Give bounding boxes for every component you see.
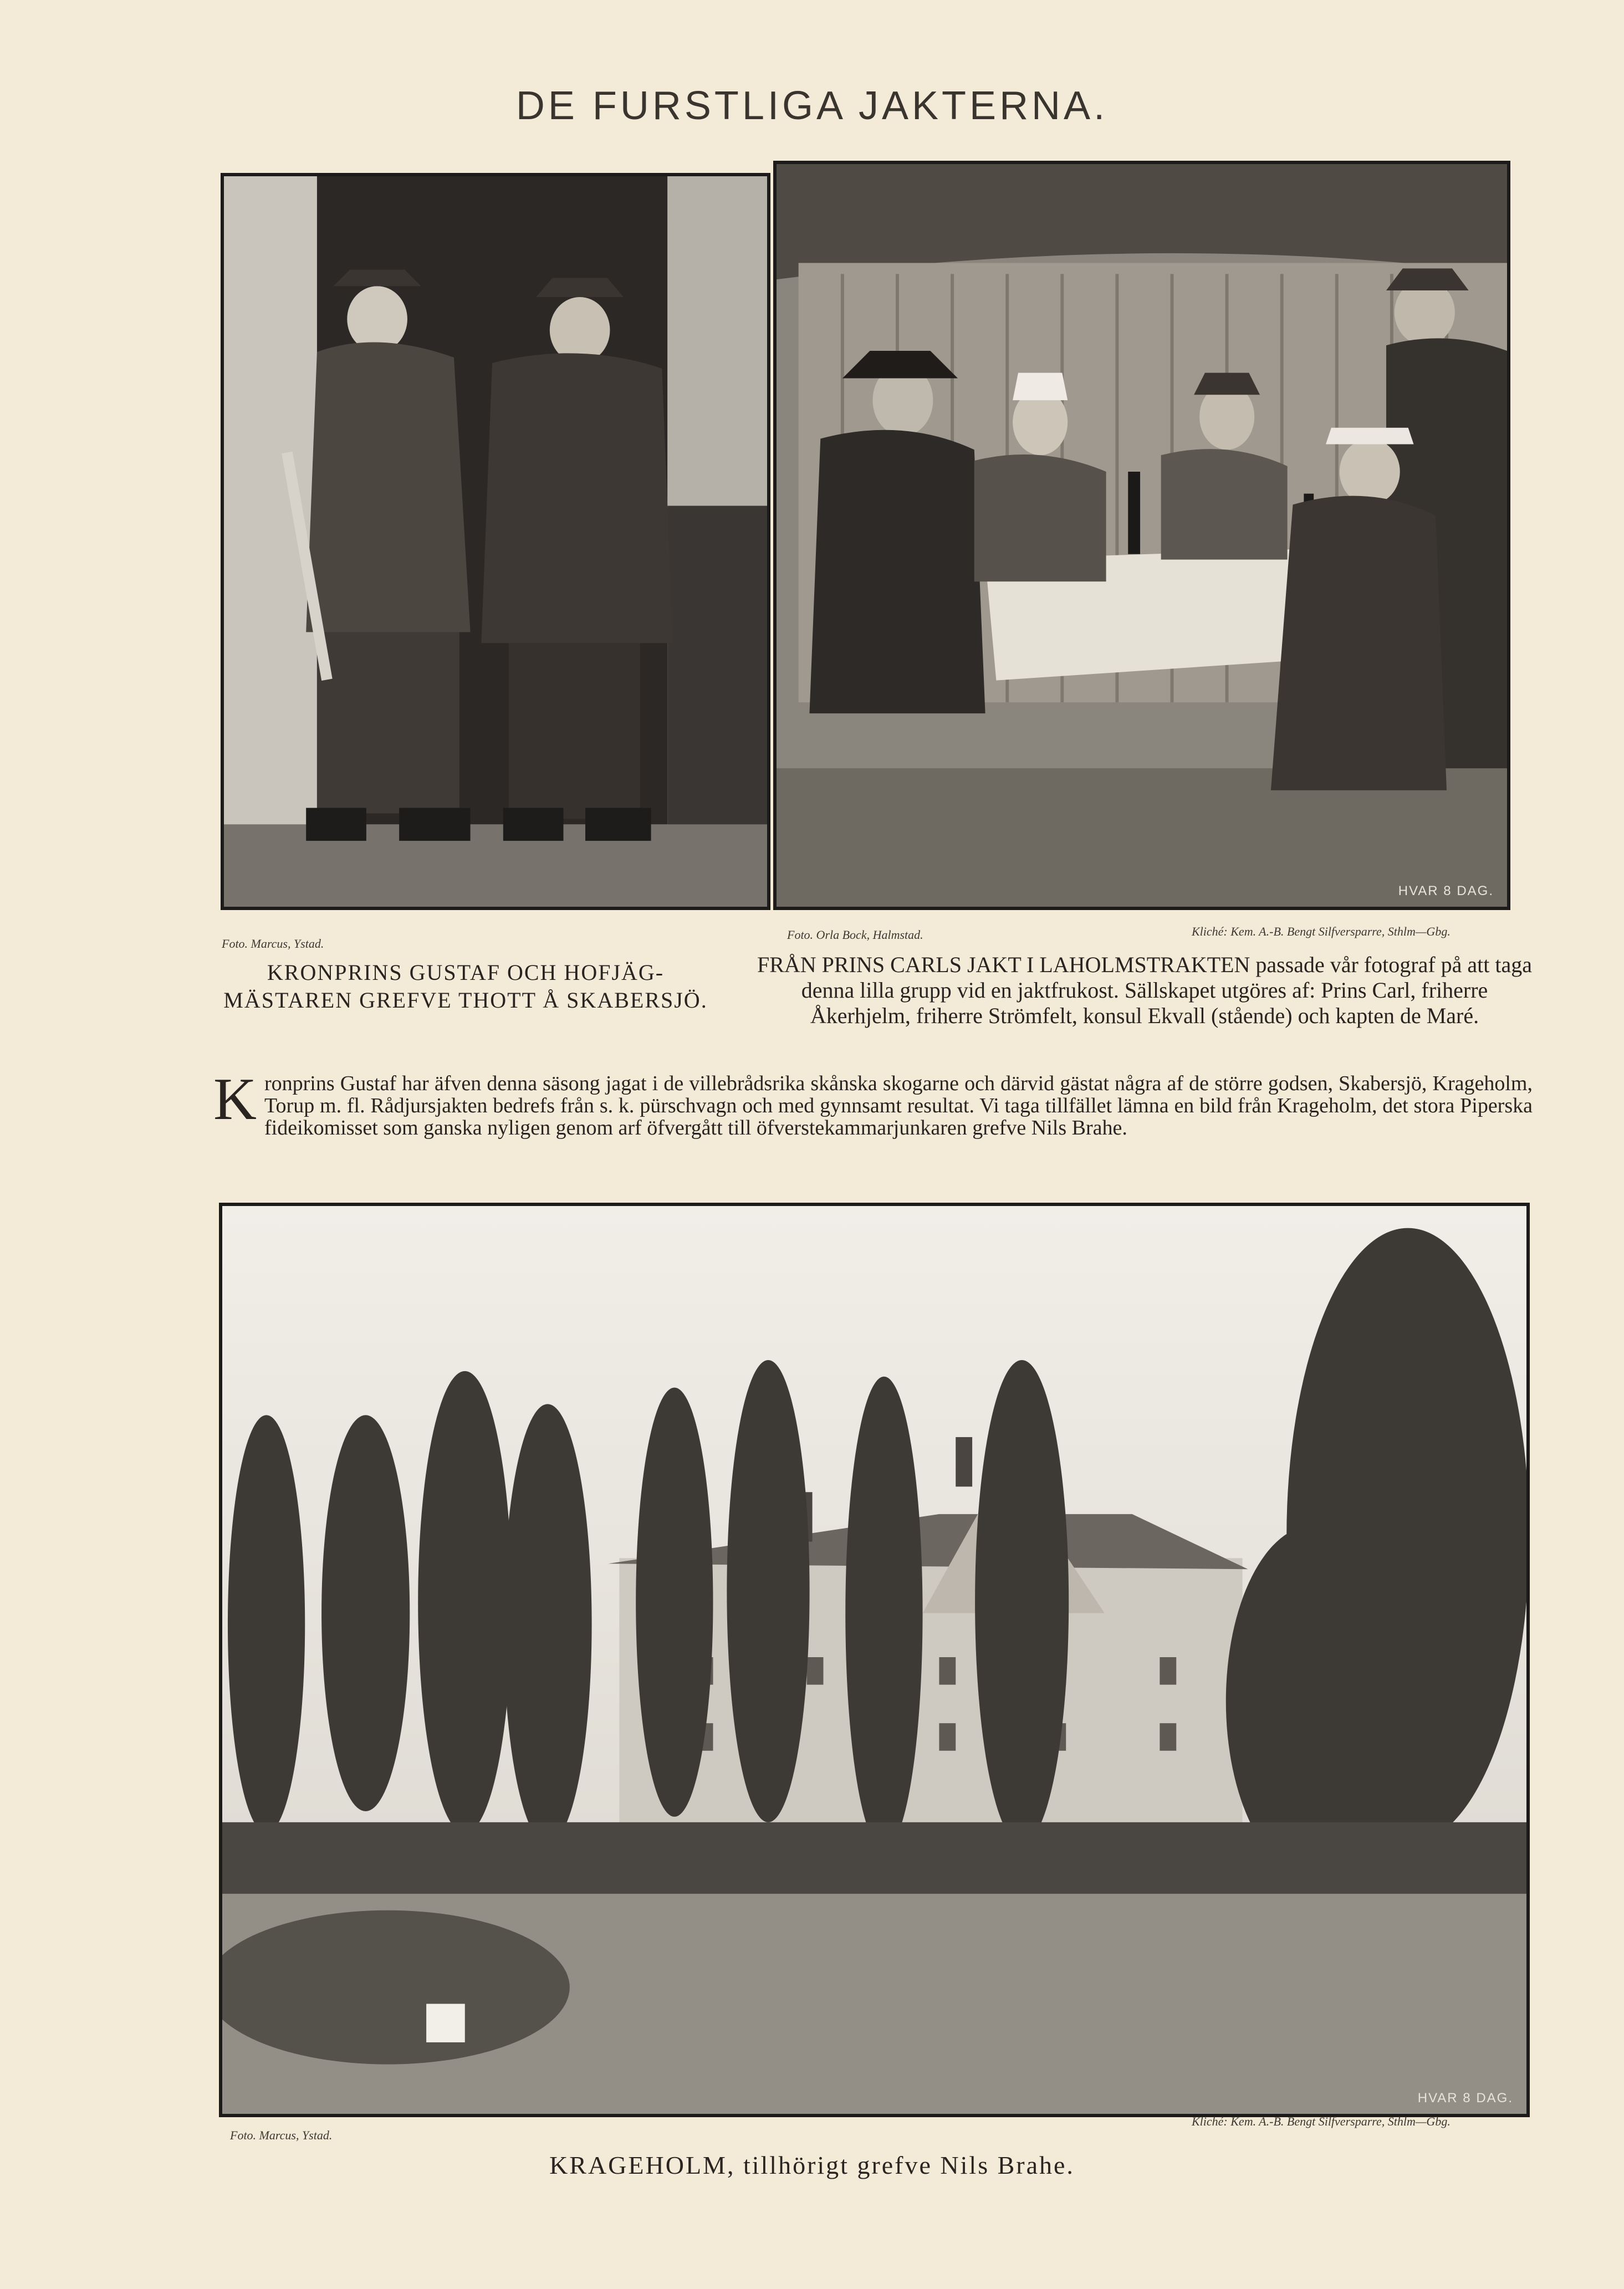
- photo-right-caption: FRÅN PRINS CARLS JAKT I LAHOLMSTRAKTEN passade vår fotograf på att taga denna lilla grupp vid en jaktfrukost. Sällskapet utgöres af: Prins Carl, friherre Åkerhjelm, friherre Strömfelt, konsul Ekvall (stående) och kapten de Maré.: [757, 952, 1532, 1028]
- photo-hunting-breakfast-image: [777, 164, 1507, 907]
- photo-bottom-caption: KRAGEHOLM, tillhörigt grefve Nils Brahe.: [549, 2151, 1075, 2179]
- article-paragraph: [213, 1066, 1533, 1140]
- photo-hunting-breakfast: [773, 161, 1510, 910]
- photo-crown-prince-and-count: [221, 173, 770, 910]
- photo-bottom-credit: Foto. Marcus, Ystad.: [230, 2128, 333, 2142]
- photo-krageholm-image: [222, 1206, 1526, 2114]
- photo-left-caption: KRONPRINS GUSTAF OCH HOFJÄG-MÄSTAREN GREFVE THOTT Å SKABERSJÖ.: [223, 960, 708, 1013]
- photo-crown-prince-image: [224, 176, 767, 907]
- article-text: ronprins Gustaf har äfven denna säsong jagat i de villebrådsrika skånska skogarne och därvid gästat några af de större godsen, Skabersjö, Krageholm, Torup m. fl. Rådjursjakten bedrefs från s. k. pürschvagn och med gynnsamt resultat. Vi taga tillfället lämna en bild från Krageholm, det stora Piperska fideikomisset som ganska nyligen genom arf öfvergått till öfverstekammarjunkaren grefve Nils Brahe.: [264, 1072, 1533, 1140]
- photo-left-credit: Foto. Marcus, Ystad.: [222, 937, 324, 951]
- photo-watermark: HVAR 8 DAG.: [1398, 883, 1494, 898]
- page-title: DE FURSTLIGA JAKTERNA.: [515, 84, 1109, 128]
- photo-bottom-cliche: Kliché: Kem. A.-B. Bengt Silfversparre, Sthlm—Gbg.: [1192, 2114, 1451, 2128]
- photo-right-cliche: Kliché: Kem. A.-B. Bengt Silfversparre, Sthlm—Gbg.: [1192, 924, 1451, 938]
- photo-right-credit: Foto. Orla Bock, Halmstad.: [787, 928, 923, 942]
- photo-bottom-watermark: HVAR 8 DAG.: [1417, 2091, 1513, 2106]
- photo-krageholm: [219, 1203, 1530, 2117]
- article-dropcap: K: [213, 1066, 257, 1132]
